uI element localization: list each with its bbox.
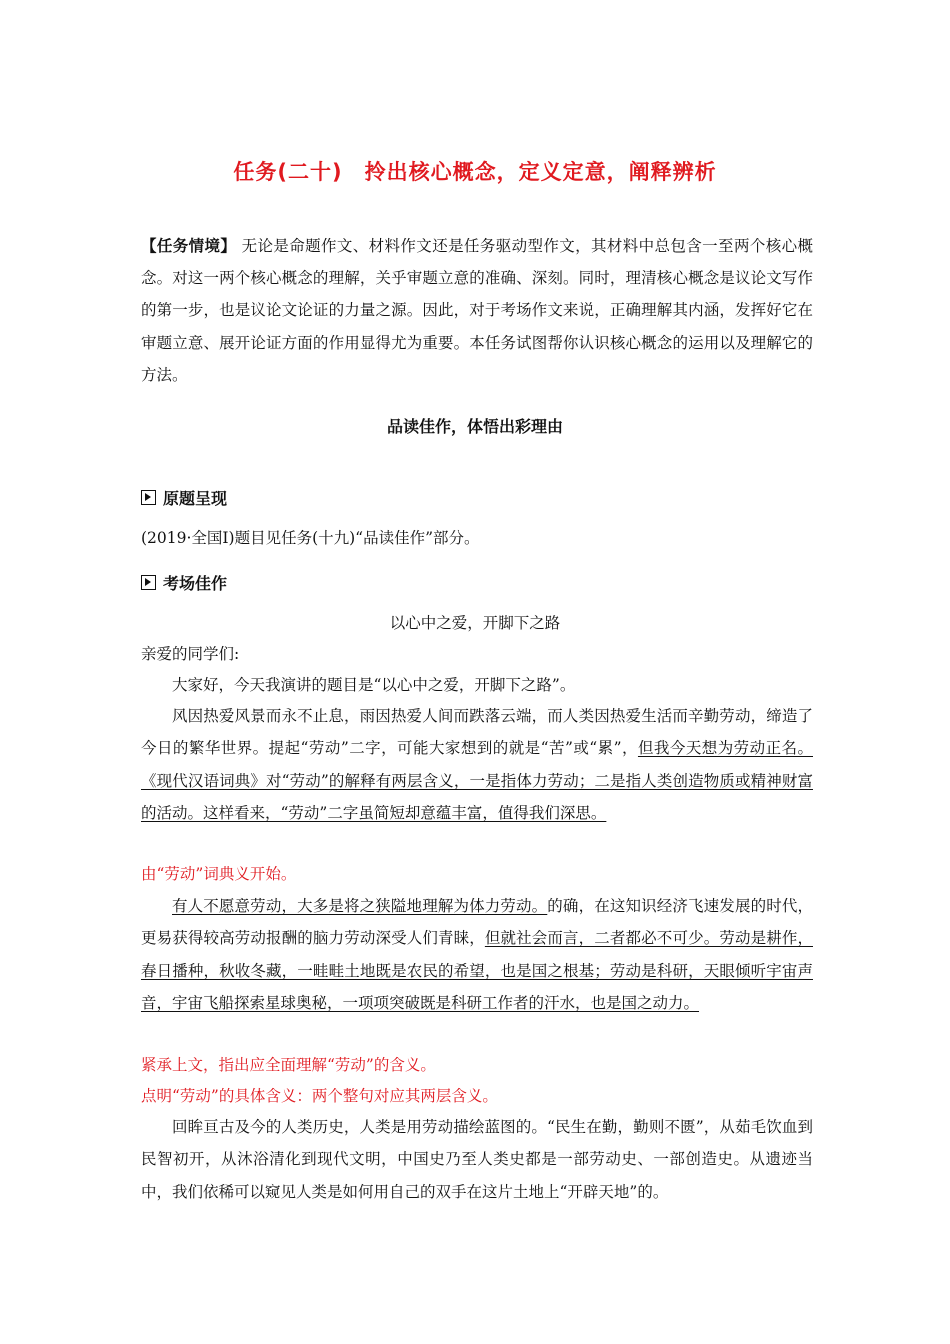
heading-exam-essay xyxy=(141,571,227,593)
essay-paragraph-4: 回眸亘古及今的人类历史，人类是用劳动描绘蓝图的。“民生在勤，勤则不匮”，从茹毛饮血到民智初开，从沐浴清化到现代文明，中国史乃至人类史都是一部劳动史、一部创造史。从遗迹当中，我们依稀可以窥见人类是如何用自己的双手在这片土地上“开辟天地”的。 xyxy=(141,1118,813,1201)
title-part1: 任务(二十) xyxy=(233,160,343,184)
annotation-note-2: 紧承上文，指出应全面理解“劳动”的含义。 xyxy=(141,1056,436,1074)
essay-salutation: 亲爱的同学们: xyxy=(141,645,240,663)
title-part2: 拎出核心概念，定义定意，阐释辨析 xyxy=(364,160,717,184)
heading-exam-essay-label: 考场佳作 xyxy=(163,573,228,593)
annotation-note-3: 点明“劳动”的具体含义：两个整句对应其两层含义。 xyxy=(141,1087,498,1105)
task-context-tag: 【任务情境】 xyxy=(141,236,237,255)
task-context-text: 无论是命题作文、材料作文还是任务驱动型作文，其材料中总包含一至两个核心概念。对这一两个核心概念的理解，关乎审题立意的准确、深刻。同时，理清核心概念是议论文写作的第一步，也是议论文论证的力量之源。因此，对于考场作文来说，正确理解其内涵，发挥好它在审题立意、展开论证方面的作用显得尤为重要。本任务试图帮你认识核心概念的运用以及理解它的方法。 xyxy=(141,237,813,384)
essay-title: 以心中之爱，开脚下之路 xyxy=(389,614,561,632)
essay-paragraph-3-underlined-1: 有人不愿意劳动，大多是将之狭隘地理解为体力劳动。 xyxy=(172,897,548,915)
section-title: 品读佳作，体悟出彩理由 xyxy=(386,417,563,436)
essay-paragraph-3-underlined-2: 但就社会而言，二者都必不可少。劳动是耕作，春日播种，秋收冬藏，一畦畦土地既是农民的希望，也是国之根基；劳动是科研，天眼倾听宇宙声音，宇宙飞船探索星球奥秘，一项项突破既是科研工作者的汗水，也是国之动力。 xyxy=(141,929,813,1012)
heading-original-question xyxy=(141,486,227,508)
annotation-note-1: 由“劳动”词典义开始。 xyxy=(141,865,297,883)
play-triangle-box-icon xyxy=(141,575,156,590)
essay-paragraph-3 xyxy=(141,890,813,1019)
play-triangle-box-icon xyxy=(141,490,156,505)
task-context-paragraph xyxy=(141,230,813,391)
heading-original-question-label: 原题呈现 xyxy=(163,488,228,508)
essay-paragraph-2-text: 风因热爱风景而永不止息，雨因热爱人间而跌落云端，而人类因热爱生活而辛勤劳动，缔造了今日的繁华世界。提起“劳动”二字，可能大家想到的就是“苦”或“累”， xyxy=(141,707,813,758)
page-title xyxy=(0,156,950,186)
source-note: (2019·全国Ⅰ)题目见任务(十九)“品读佳作”部分。 xyxy=(141,529,480,547)
essay-paragraph-3-text: 的确，在这知识经济飞速发展的时代，更易获得较高劳动报酬的脑力劳动深受人们青睐， xyxy=(141,897,813,948)
essay-paragraph-1: 大家好，今天我演讲的题目是“以心中之爱，开脚下之路”。 xyxy=(172,676,576,694)
essay-paragraph-2-underlined: 但我今天想为劳动正名。《现代汉语词典》对“劳动”的解释有两层含义，一是指体力劳动；二是指人类创造物质或精神财富的活动。这样看来，“劳动”二字虽简短却意蕴丰富，值得我们深思。 xyxy=(141,739,813,822)
essay-paragraph-2 xyxy=(141,700,813,829)
